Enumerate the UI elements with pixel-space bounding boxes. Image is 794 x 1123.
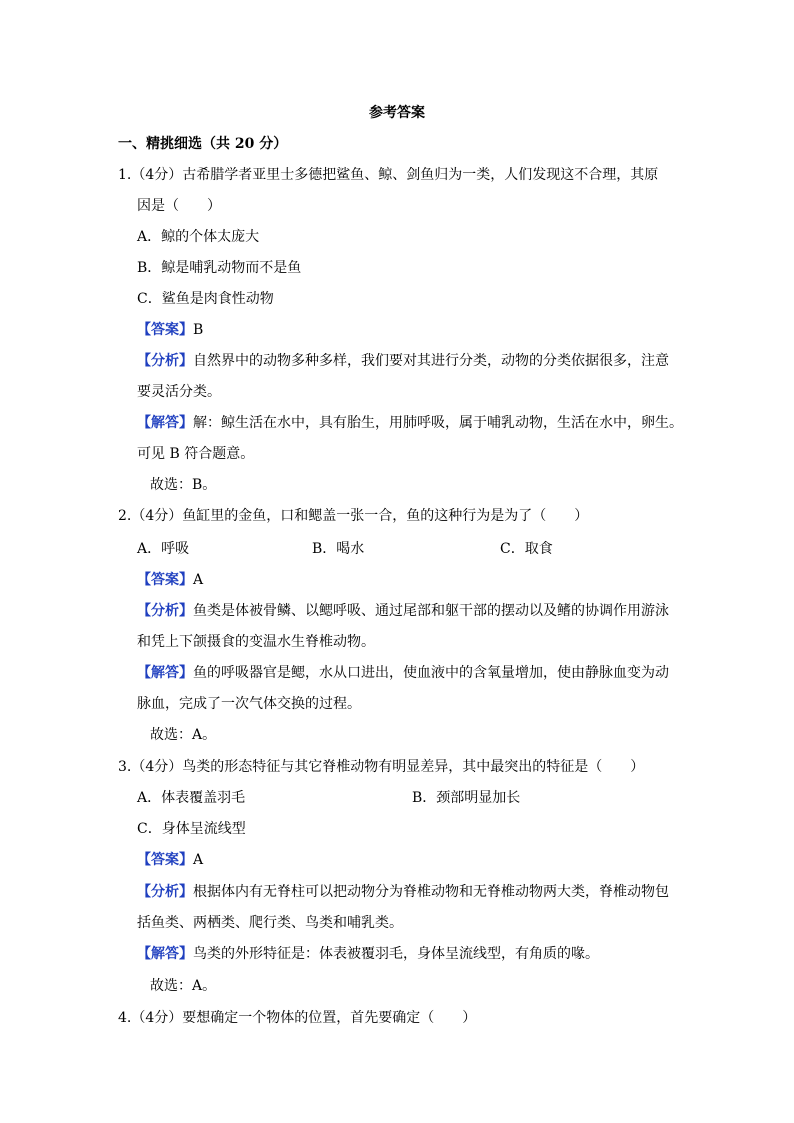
q1-solution-line1 xyxy=(137,413,683,433)
q2-analysis-text: 鱼类是体被骨鳞、以鳃呼吸、通过尾部和躯干部的摆动以及鳍的协调作用游泳 xyxy=(193,603,669,619)
q1-option-a: A．鲸的个体太庞大 xyxy=(137,229,260,245)
q3-choice: 故选：A。 xyxy=(150,978,217,994)
q3-analysis-text: 根据体内有无脊柱可以把动物分为脊椎动物和无脊椎动物两大类，脊椎动物包 xyxy=(193,884,669,900)
answer-tag: 【答案】 xyxy=(137,572,193,588)
q2-answer xyxy=(137,570,203,590)
q1-analysis-line2: 要灵活分类。 xyxy=(137,384,221,400)
page-title: 参考答案 xyxy=(369,105,425,121)
q3-stem-line1: 3.（4分）鸟类的形态特征与其它脊椎动物有明显差异，其中最突出的特征是（ ） xyxy=(118,759,645,775)
analysis-tag: 【分析】 xyxy=(137,603,193,619)
analysis-tag: 【分析】 xyxy=(137,353,193,369)
q2-solution-line2: 脉血，完成了一次气体交换的过程。 xyxy=(137,696,361,712)
q3-solution-text: 鸟类的外形特征是：体表被覆羽毛，身体呈流线型，有角质的喙。 xyxy=(193,946,599,962)
q3-analysis-line2: 括鱼类、两栖类、爬行类、鸟类和哺乳类。 xyxy=(137,915,403,931)
q3-option-a: A．体表覆盖羽毛 xyxy=(137,790,246,806)
q3-option-c: C．身体呈流线型 xyxy=(137,821,246,837)
q3-answer xyxy=(137,850,203,870)
q1-solution-text: 解：鲸生活在水中，具有胎生，用肺呼吸，属于哺乳动物，生活在水中，卵生。 xyxy=(193,415,683,431)
q3-option-b: B．颈部明显加长 xyxy=(412,790,521,806)
q2-analysis-line2: 和凭上下颌摄食的变温水生脊椎动物。 xyxy=(137,634,375,650)
q1-solution-line2: 可见 B 符合题意。 xyxy=(137,446,255,462)
q1-analysis-line1 xyxy=(137,351,669,371)
q3-solution-line1 xyxy=(137,944,599,964)
q1-answer xyxy=(137,320,203,340)
q1-choice: 故选：B。 xyxy=(150,477,217,493)
q2-option-a: A．呼吸 xyxy=(137,541,190,557)
q2-solution-text: 鱼的呼吸器官是鳃，水从口进出，使血液中的含氧量增加，使由静脉血变为动 xyxy=(193,665,669,681)
q2-solution-line1 xyxy=(137,663,669,683)
q2-option-c: C．取食 xyxy=(500,541,553,557)
q2-stem-line1: 2.（4分）鱼缸里的金鱼，口和鳃盖一张一合，鱼的这种行为是为了（ ） xyxy=(118,508,589,524)
analysis-tag: 【分析】 xyxy=(137,884,193,900)
q3-answer-value: A xyxy=(193,852,204,868)
q1-option-c: C．鲨鱼是肉食性动物 xyxy=(137,291,274,307)
answer-tag: 【答案】 xyxy=(137,852,193,868)
q1-option-b: B．鲸是哺乳动物而不是鱼 xyxy=(137,260,302,276)
solution-tag: 【解答】 xyxy=(137,665,193,681)
q1-answer-value: B xyxy=(193,322,204,338)
q2-option-b: B．喝水 xyxy=(312,541,365,557)
answer-tag: 【答案】 xyxy=(137,322,193,338)
q1-stem-line1: 1.（4分）古希腊学者亚里士多德把鲨鱼、鲸、剑鱼归为一类，人们发现这不合理，其原 xyxy=(118,167,659,183)
q4-stem-line1: 4.（4分）要想确定一个物体的位置，首先要确定（ ） xyxy=(118,1010,477,1026)
q3-analysis-line1 xyxy=(137,882,669,902)
solution-tag: 【解答】 xyxy=(137,946,193,962)
solution-tag: 【解答】 xyxy=(137,415,193,431)
q2-answer-value: A xyxy=(193,572,204,588)
q2-analysis-line1 xyxy=(137,601,669,621)
q1-analysis-text: 自然界中的动物多种多样，我们要对其进行分类，动物的分类依据很多，注意 xyxy=(193,353,669,369)
section-heading: 一、精挑细选（共 20 分） xyxy=(118,136,288,152)
q1-stem-line2: 因是（ ） xyxy=(137,198,221,214)
q2-choice: 故选：A。 xyxy=(150,727,217,743)
